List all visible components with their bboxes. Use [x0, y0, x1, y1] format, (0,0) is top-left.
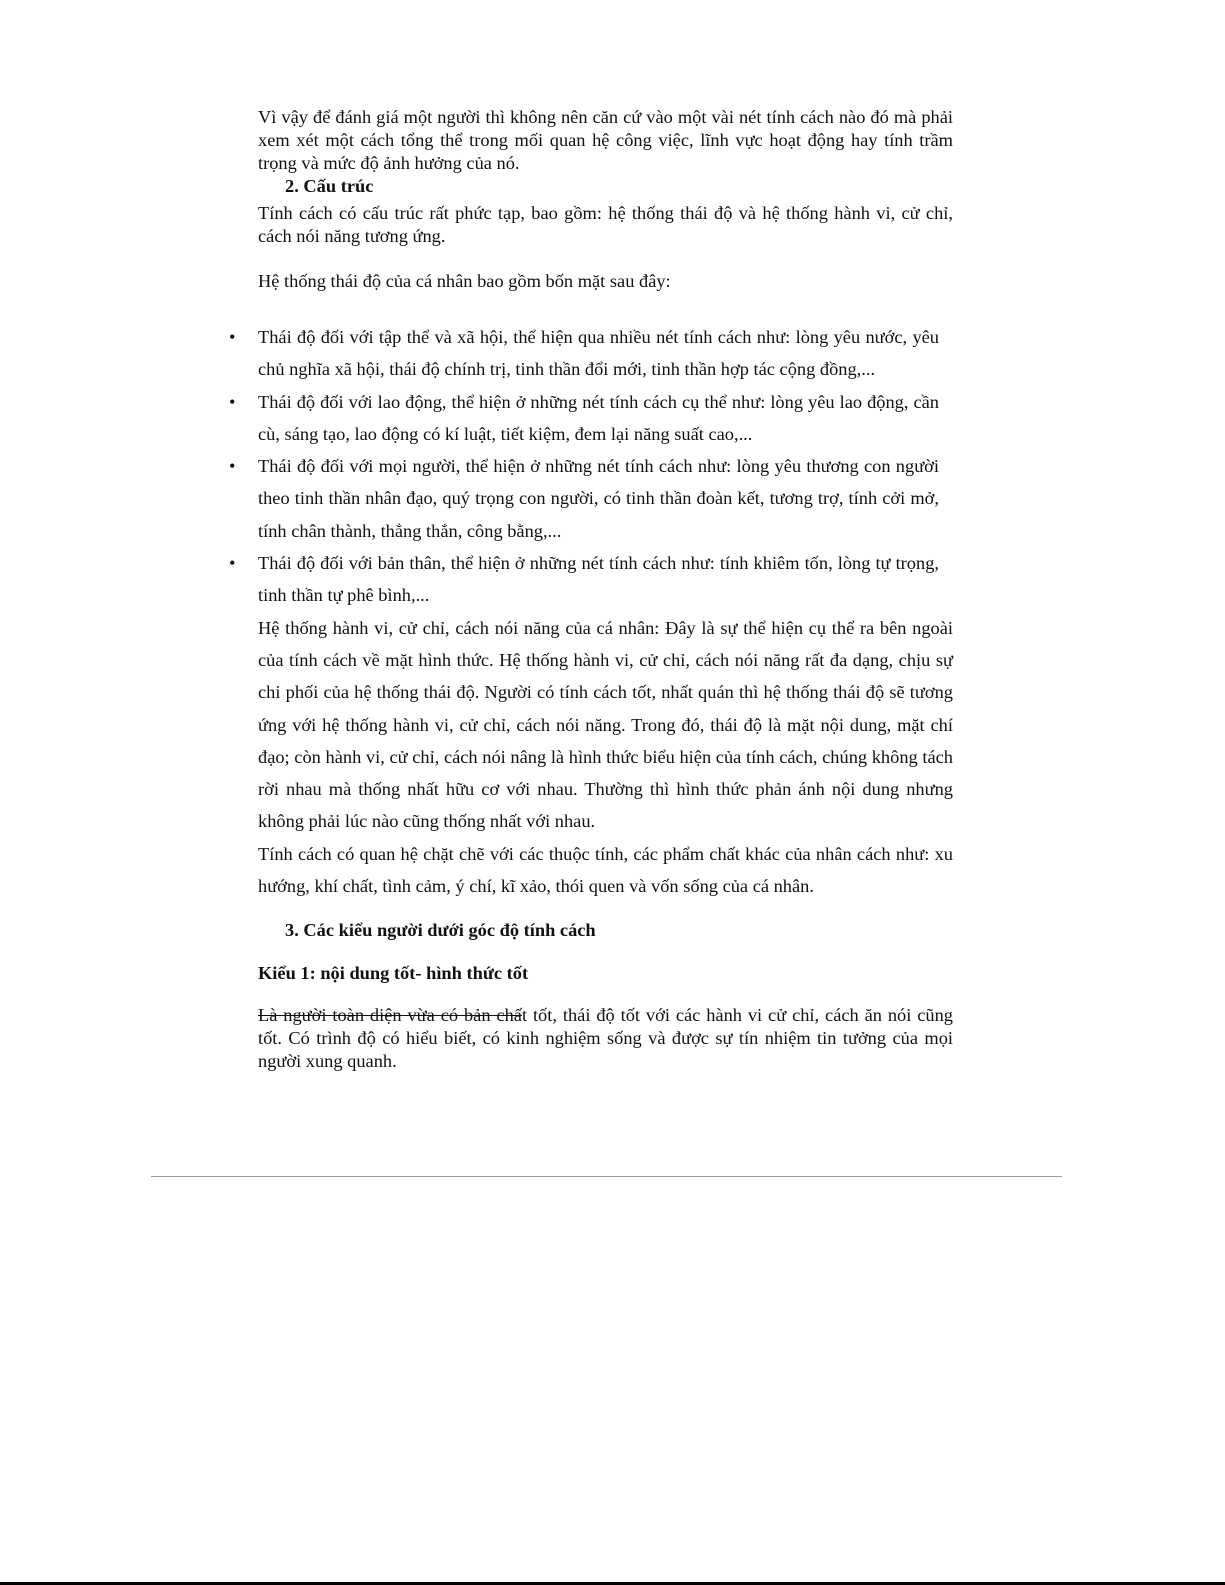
struck-text: Là người toàn diện vừa có bản chấ — [258, 1005, 522, 1026]
section-heading-types: 3. Các kiểu người dưới góc độ tính cách — [285, 920, 596, 941]
attitude-list — [229, 321, 939, 612]
type1-paragraph — [258, 1004, 953, 1073]
bullet-icon: • — [229, 553, 236, 574]
page-separator — [151, 1176, 1062, 1177]
structure-paragraph: Tính cách có cấu trúc rất phức tạp, bao gồm: hệ thống thái độ và hệ thống hành vi, cử chỉ, cách nói năng tương ứng. — [258, 203, 953, 246]
list-item — [229, 321, 939, 386]
bullet-icon: • — [229, 327, 236, 347]
type1-text: t tốt, thái độ tốt với các hành vi cử chỉ, cách ăn nói cũng tốt. Có trình độ có hiểu biết, có kinh nghiệm sống và được sự tín nhiệm tin tưởng của mọi người xung quanh. — [258, 1005, 954, 1072]
page-content — [229, 106, 954, 1073]
type1-heading: Kiểu 1: nội dung tốt- hình thức tốt — [258, 963, 529, 984]
list-item-text: Thái độ đối với tập thể và xã hội, thể hiện qua nhiều nét tính cách như: lòng yêu nước, yêu chủ nghĩa xã hội, thái độ chính trị, tinh thần đổi mới, tinh thần hợp tác cộng đồng,... — [258, 327, 939, 380]
section-heading-structure: 2. Cấu trúc — [285, 176, 374, 196]
bullet-icon: • — [229, 456, 236, 477]
relation-paragraph: Tính cách có quan hệ chặt chẽ với các thuộc tính, các phẩm chất khác của nhân cách như: xu hướng, khí chất, tình cảm, ý chí, kĩ xảo, thói quen và vốn sống của cá nhân. — [258, 843, 953, 897]
list-item — [229, 450, 939, 547]
list-item-text: Thái độ đối với lao động, thể hiện ở những nét tính cách cụ thể như: lòng yêu lao động, cần cù, sáng tạo, lao động có kí luật, tiết kiệm, đem lại năng suất cao,... — [258, 391, 939, 444]
list-item — [229, 386, 939, 451]
bullet-icon: • — [229, 391, 236, 412]
attitude-intro: Hệ thống thái độ của cá nhân bao gồm bốn mặt sau đây: — [258, 271, 671, 291]
list-item — [229, 547, 939, 612]
intro-paragraph: Vì vậy để đánh giá một người thì không nên căn cứ vào một vài nét tính cách nào đó mà phải xem xét một cách tổng thể trong mối quan hệ công việc, lĩnh vực hoạt động hay tính trầm trọng và mức độ ảnh hưởng của nó. — [258, 107, 953, 173]
list-item-text: Thái độ đối với bản thân, thể hiện ở những nét tính cách như: tính khiêm tốn, lòng tự trọng, tinh thần tự phê bình,... — [258, 553, 939, 606]
list-item-text: Thái độ đối với mọi người, thể hiện ở những nét tính cách như: lòng yêu thương con người theo tinh thần nhân đạo, quý trọng con người, có tinh thần đoàn kết, tương trợ, tính cởi mở, tính chân thành, thẳng thắn, công bằng,... — [258, 456, 939, 541]
behavior-paragraph: Hệ thống hành vi, cử chỉ, cách nói năng của cá nhân: Đây là sự thể hiện cụ thể ra bên ngoài của tính cách về mặt hình thức. Hệ thống hành vi, cử chỉ, cách nói năng rất đa dạng, chịu sự chi phối của hệ thống thái độ. Người có tính cách tốt, nhất quán thì hệ thống thái độ sẽ tương ứng với hệ thống hành vi, cử chỉ, cách nói năng. Trong đó, thái độ là mặt nội dung, mặt chí đạo; còn hành vi, cử chỉ, cách nói nâng là hình thức biểu hiện của tính cách, chúng không tách rời nhau mà thống nhất hữu cơ với nhau. Thường thì hình thức phản ánh nội dung nhưng không phải lúc nào cũng thống nhất với nhau. — [258, 617, 953, 832]
